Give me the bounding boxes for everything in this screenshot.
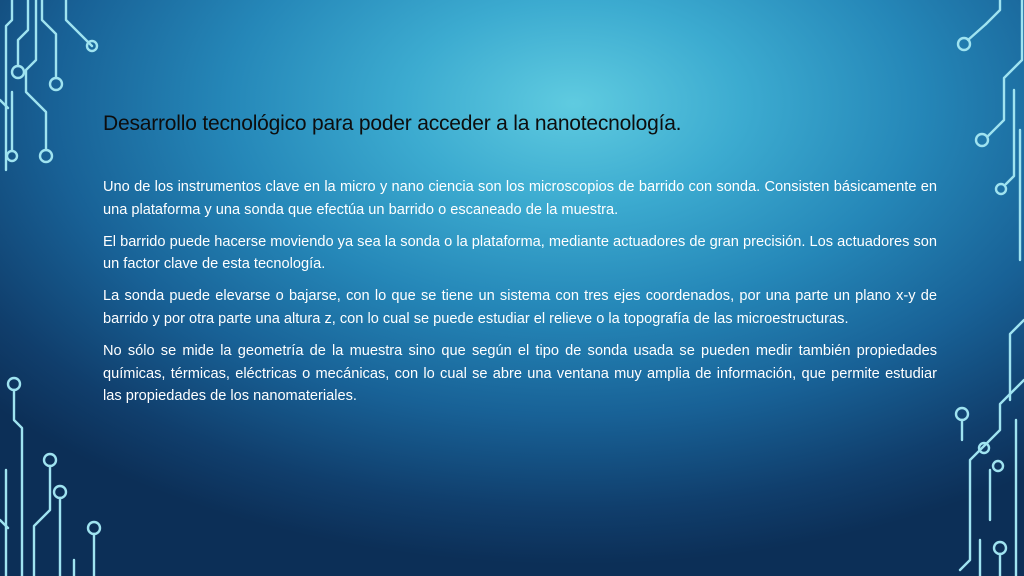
circuit-bottom-right xyxy=(956,320,1024,576)
circuit-top-right xyxy=(958,0,1022,260)
slide-body xyxy=(103,176,937,417)
body-paragraph-4: No sólo se mide la geometría de la muestra sino que según el tipo de sonda usada se pueden medir también propiedades químicas, térmicas, eléctricas o mecánicas, con lo cual se abre una ventana muy amplia de información, que permite estudiar las propiedades de los nanomateriales. xyxy=(103,343,937,405)
body-paragraph-3: La sonda puede elevarse o bajarse, con lo que se tiene un sistema con tres ejes coordenados, por una parte un plano x-y de barrido y por otra parte una altura z, con lo cual se puede estudiar el relieve o la topografía de las microestructuras. xyxy=(103,288,937,327)
body-paragraph-2: El barrido puede hacerse moviendo ya sea la sonda o la plataforma, mediante actuadores de gran precisión. Los actuadores son un factor clave de esta tecnología. xyxy=(103,233,937,273)
slide-title: Desarrollo tecnológico para poder acceder a la nanotecnología. xyxy=(103,112,682,135)
body-paragraph-1: Uno de los instrumentos clave en la micro y nano ciencia son los microscopios de barrido con sonda. Consisten básicamente en una plataforma y una sonda que efectúa un barrido o escaneado de la muestra. xyxy=(103,179,937,218)
circuit-bottom-left xyxy=(0,378,100,576)
circuit-top-left xyxy=(0,0,97,170)
